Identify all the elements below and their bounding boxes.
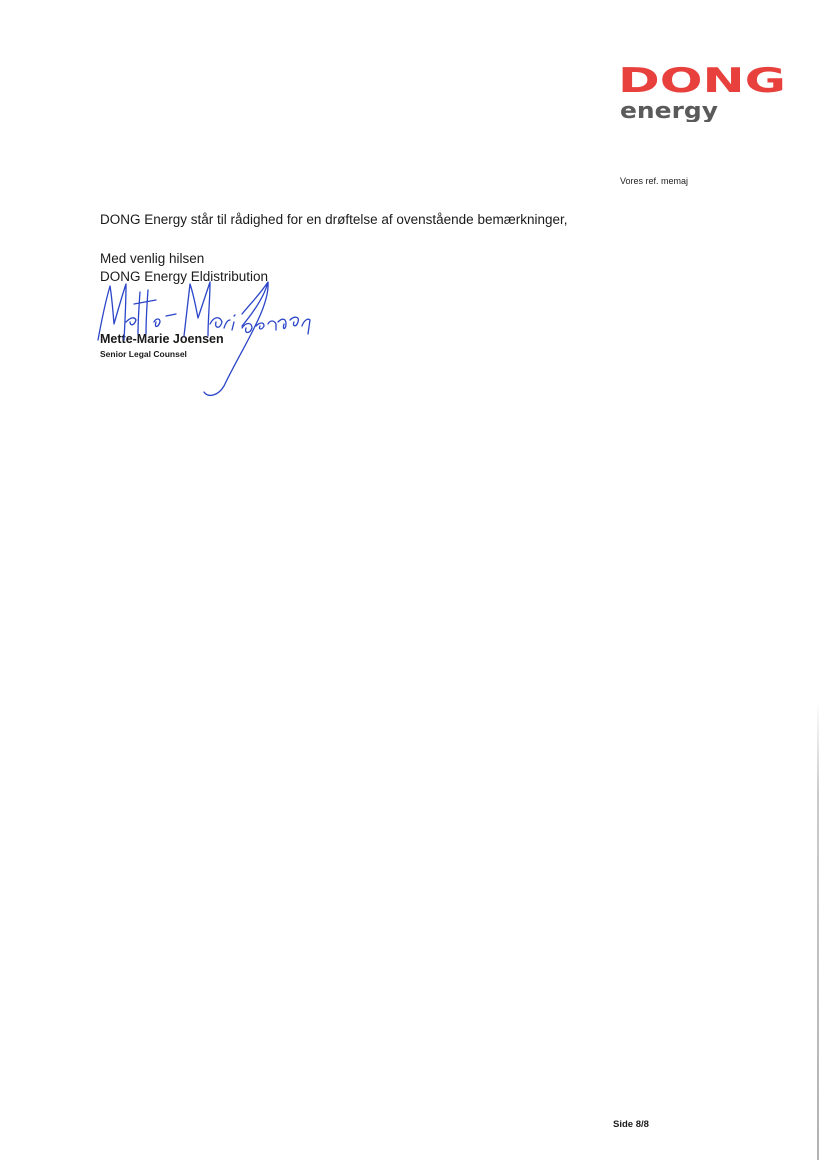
company-logo	[616, 64, 788, 122]
company-name: DONG Energy Eldistribution	[100, 269, 269, 284]
scan-edge	[817, 700, 819, 1160]
signer-title: Senior Legal Counsel	[100, 349, 187, 359]
logo-tagline: energy	[620, 99, 718, 122]
page-number: Side 8/8	[613, 1119, 649, 1130]
closing-sentence: DONG Energy står til rådighed for en drøftelse af ovenstående bemærkninger,	[100, 212, 568, 227]
signer-name: Mette-Marie Joensen	[100, 332, 224, 346]
logo-wordmark: DONG	[618, 64, 786, 101]
reference-line: Vores ref. memaj	[620, 176, 689, 186]
greeting: Med venlig hilsen	[100, 251, 205, 266]
